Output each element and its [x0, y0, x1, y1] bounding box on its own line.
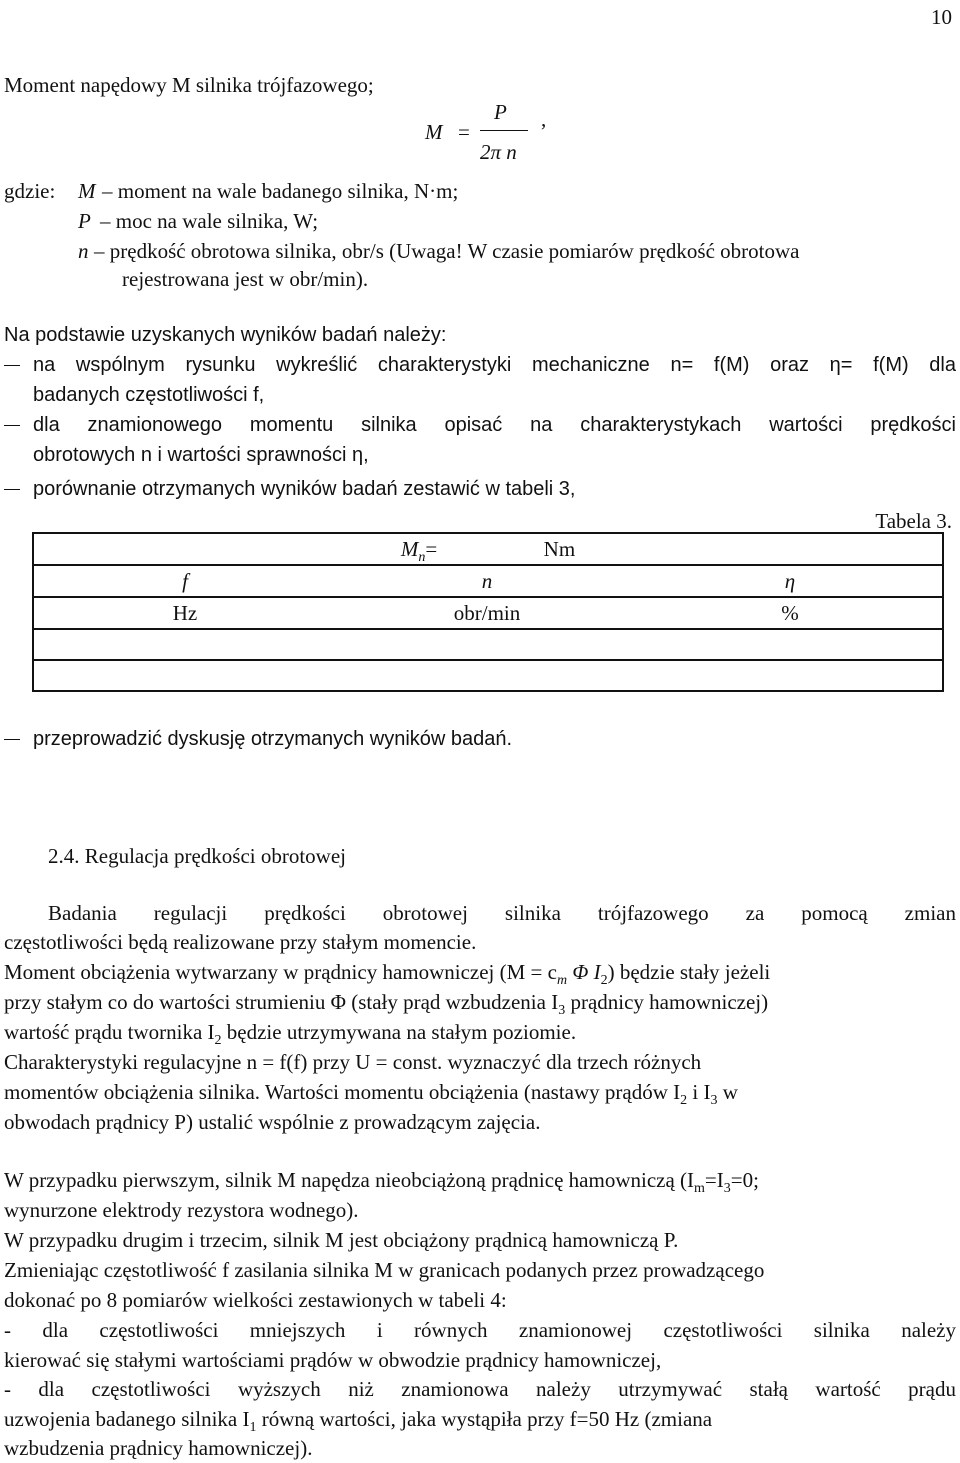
mn-subscript: n: [418, 550, 426, 566]
section-heading: 2.4. Regulacja prędkości obrotowej: [48, 844, 346, 868]
paragraph-line: Moment obciążenia wytwarzany w prądnicy hamowniczej ($M = c_m$ Φ $I_2$) będzie stały jeżeli: [4, 960, 771, 989]
paragraph-line: częstotliwości będą realizowane przy stałym momencie.: [4, 930, 477, 954]
bullet-dash: [4, 489, 20, 490]
def-text: – moc na wale silnika, W;: [100, 209, 319, 233]
paragraph-line: - dla częstotliwości wyższych niż znamionowa należy utrzymywać stałą wartość prądu: [4, 1377, 956, 1401]
nominal-moment-cell: [33, 533, 943, 565]
col-symbol-f: f: [33, 565, 336, 597]
def-symbol: P: [78, 209, 91, 233]
table-caption: Tabela 3.: [875, 509, 952, 533]
task-line: porównanie otrzymanych wyników badań zestawić w tabeli 3,: [33, 478, 576, 500]
fraction-bar: [480, 130, 528, 131]
paragraph-line: momentów obciążenia silnika. Wartości momentu obciążenia (nastawy prądów $I_2$ i $I_3$ w: [4, 1080, 738, 1109]
paragraph-line: Badania regulacji prędkości obrotowej silnika trójfazowego za pomocą zmian: [48, 901, 956, 925]
task-line: dla znamionowego momentu silnika opisać na charakterystykach wartości prędkości: [33, 414, 956, 436]
formula-eq: =: [458, 120, 470, 144]
task-line: badanych częstotliwości f,: [33, 384, 265, 406]
mn-eq: =: [425, 537, 438, 561]
col-unit-percent: %: [638, 597, 943, 629]
formula-comma: ,: [541, 107, 547, 131]
col-unit-hz: Hz: [33, 597, 336, 629]
def-text: – moment na wale badanego silnika, N·m;: [102, 179, 459, 203]
paragraph-line: wartość prądu twornika $I_2$ będzie utrzymywana na stałym poziomie.: [4, 1020, 577, 1049]
intro-text: Moment napędowy M silnika trójfazowego;: [4, 73, 374, 97]
col-symbol-n: n: [336, 565, 638, 597]
def-symbol: M: [78, 179, 96, 203]
paragraph-line: W przypadku drugim i trzecim, silnik M jest obciążony prądnicą hamowniczą P.: [4, 1228, 679, 1252]
bullet-dash: [4, 365, 20, 366]
formula-numerator: P: [494, 100, 507, 124]
def-text: – prędkość obrotowa silnika, obr/s (Uwaga! W czasie pomiarów prędkość obrotowa: [94, 239, 800, 263]
task-line: na wspólnym rysunku wykreślić charakterystyki mechaniczne n= f(M) oraz η= f(M) dla: [33, 354, 956, 376]
tasks-heading: Na podstawie uzyskanych wyników badań należy:: [4, 324, 447, 346]
def-continuation: rejestrowana jest w obr/min).: [122, 267, 369, 291]
table-cell: [33, 629, 943, 660]
mn-label: M: [400, 537, 419, 561]
paragraph-line: obwodach prądnicy P) ustalić wspólnie z prowadzącym zajęcia.: [4, 1110, 541, 1134]
formula-lhs: M: [425, 120, 443, 144]
mn-unit: Nm: [543, 537, 576, 561]
table-cell: [33, 660, 943, 691]
table-row: [33, 660, 943, 691]
paragraph-line: przy stałym co do wartości strumieniu Φ (stały prąd wzbudzenia $I_3$ prądnicy hamowniczej): [4, 990, 769, 1019]
paragraph-line: uzwojenia badanego silnika $I_1$ równą wartości, jaka wystąpiła przy f=50 Hz (zmiana: [4, 1407, 713, 1436]
paragraph-line: Zmieniając częstotliwość f zasilania silnika M w granicach podanych przez prowadzącego: [4, 1258, 765, 1282]
col-symbol-eta: η: [638, 565, 943, 597]
col-unit-rpm: obr/min: [336, 597, 638, 629]
table-symbol-row: [33, 565, 943, 597]
where-label: gdzie:: [4, 179, 56, 203]
paragraph-line: dokonać po 8 pomiarów wielkości zestawionych w tabeli 4:: [4, 1288, 507, 1312]
task-line: obrotowych n i wartości sprawności η,: [33, 444, 369, 466]
paragraph-line: wynurzone elektrody rezystora wodnego).: [4, 1198, 359, 1222]
paragraph-line: - dla częstotliwości mniejszych i równych znamionowej częstotliwości silnika należy: [4, 1318, 956, 1342]
def-symbol: n: [78, 239, 89, 263]
bullet-dash: [4, 739, 20, 740]
page-number: 10: [931, 5, 952, 29]
bullet-dash: [4, 425, 20, 426]
paragraph-line: kierować się stałymi wartościami prądów w obwodzie prądnicy hamowniczej,: [4, 1348, 662, 1372]
paragraph-line: Charakterystyki regulacyjne n = f(f) przy U = const. wyznaczyć dla trzech różnych: [4, 1050, 702, 1074]
table-header-row: [33, 533, 943, 565]
paragraph-line: wzbudzenia prądnicy hamowniczej).: [4, 1436, 313, 1460]
task-line: przeprowadzić dyskusję otrzymanych wyników badań.: [33, 728, 513, 750]
formula-denominator: 2π n: [480, 140, 517, 164]
table-unit-row: [33, 597, 943, 629]
table-row: [33, 629, 943, 660]
paragraph-line: W przypadku pierwszym, silnik M napędza nieobciążoną prądnicę hamowniczą ($I_m=I_3=0$;: [4, 1168, 759, 1197]
table-3: [32, 532, 944, 692]
